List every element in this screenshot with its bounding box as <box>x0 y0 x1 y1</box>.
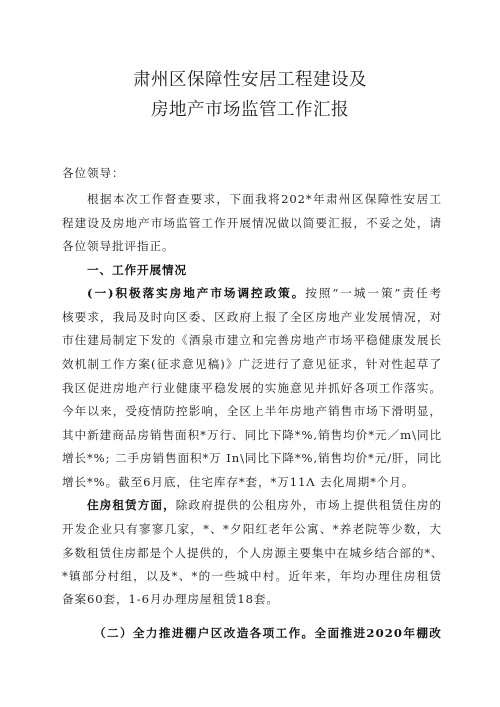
subsection-1-line: 今年以来，受疫情防控影响，全区上半年房地产销售市场下滑明显， <box>62 404 442 418</box>
subsection-2-title: （二）全力推进棚户区改造各项工作。 <box>94 626 315 640</box>
intro-line-2: 程建设及房地产市场监管工作开展情况做以简要汇报，不妥之处，请 <box>62 216 442 230</box>
subsection-1-line: 增长*%; 二手房销售面积*万 In\同比下降*%,销售均价*元/肝，同比 <box>62 451 442 465</box>
subsection-1-line: 我区促进房地产行业健康平稳发展的实施意见并抓好各项工作落实。 <box>62 381 442 395</box>
rental-paragraph-lead <box>87 498 442 512</box>
subsection-1-line: 增长*%。截至6月底，住宅库存*套，*万11Λ 去化周期*个月。 <box>62 475 415 489</box>
subsection-1-title: (一)积极落实房地产市场调控政策。 <box>87 286 306 300</box>
subsection-1-line: 其中新建商品房销售面积*万行、同比下降*%,销售均价*元／m\同比 <box>62 428 442 442</box>
subsection-1-line: 效机制工作方案(征求意见稿)》广泛进行了意见征求，针对性起草了 <box>62 357 442 371</box>
rental-lead-text: 除政府提供的公租房外，市场上提供租赁住房的 <box>175 498 442 512</box>
subsection-2-lead-text: 全面推进2020年棚改 <box>314 626 443 640</box>
rental-line: *镇部分村组，以及*、*的一些城中村。近年来，年均办理住房租赁 <box>62 569 442 583</box>
rental-line: 开发企业只有寥寥几家，*、*夕阳红老年公寓、*养老院等少数，大 <box>62 522 442 536</box>
document-title-line-2: 房地产市场监管工作汇报 <box>151 100 349 120</box>
intro-line-3: 各位领导批评指正。 <box>62 239 175 253</box>
subsection-1-line: 核要求，我局及时向区委、区政府上报了全区房地产业发展情况，对 <box>62 310 442 324</box>
subsection-1-lead <box>87 286 442 300</box>
subsection-1-line: 市住建局制定下发的《酒泉市建立和完善房地产市场平稳健康发展长 <box>62 333 442 347</box>
subsection-2-lead <box>94 626 442 640</box>
document-title-line-1: 肃州区保障性安居工程建设及 <box>133 70 367 90</box>
salutation: 各位领导： <box>62 166 125 180</box>
rental-line: 备案60套，1-6月办理房屋租赁18套。 <box>62 592 279 606</box>
section-heading-work-progress: 一、工作开展情况 <box>87 263 187 277</box>
rental-title: 住房租赁方面， <box>87 498 176 512</box>
intro-line-1: 根据本次工作督查要求，下面我将202*年肃州区保障性安居工 <box>87 192 442 206</box>
rental-line: 多数租赁住房都是个人提供的，个人房源主要集中在城乡结合部的*、 <box>62 546 444 560</box>
subsection-1-lead-text: 按照“一城一策”责任考 <box>305 286 442 300</box>
